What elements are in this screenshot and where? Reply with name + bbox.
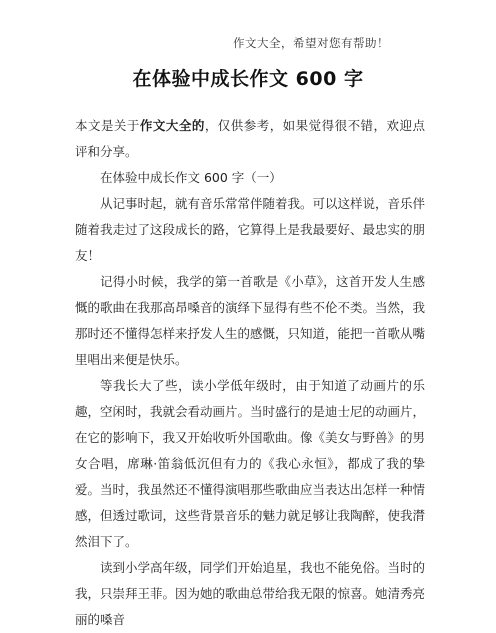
intro-paragraph [75,113,425,165]
intro-bold: 作文大全的 [139,118,205,133]
header-note: 作文大全，希望对您有帮助！ [233,36,389,50]
body-paragraph: 读到小学高年级，同学们开始追星，我也不能免俗。当时的我，只崇拜王菲。因为她的歌曲总带给我无限的惊喜。她清秀亮丽的嗓音 [75,560,426,627]
intro-suffix: ，仅供参考，如果觉得很不错，欢迎点评和分享。 [75,118,425,159]
body-paragraph: 从记事时起，就有音乐常常伴随着我。可以这样说，音乐伴随着我走过了这段成长的路，它算得上是我最要好、最忠实的朋友！ [75,196,426,263]
article-body [75,113,425,633]
section-heading: 在体验中成长作文 600 字（一） [100,170,282,185]
page-title: 在体验中成长作文 600 字 [132,68,364,90]
body-paragraph: 等我长大了些，读小学低年级时，由于知道了动画片的乐趣，空闲时，我就会看动画片。当时盛行的是迪士尼的动画片，在它的影响下，我又开始收听外国歌曲。像《美女与野兽》的男女合唱，席琳·笛翁低沉但有力的《我心永恒》，都成了我的挚爱。当时，我虽然还不懂得演唱那些歌曲应当表达出怎样一种情感，但透过歌词，这些背景音乐的魅力就足够让我陶醉，使我潸然泪下了。 [75,378,426,549]
body-paragraph: 记得小时候，我学的第一首歌是《小草》，这首开发人生感慨的歌曲在我那高昂嗓音的演绎下显得有些不伦不类。当然，我那时还不懂得怎样来抒发人生的感慨，只知道，能把一首歌从嘴里唱出来便是快乐。 [75,274,426,367]
intro-prefix: 本文是关于 [75,118,140,133]
